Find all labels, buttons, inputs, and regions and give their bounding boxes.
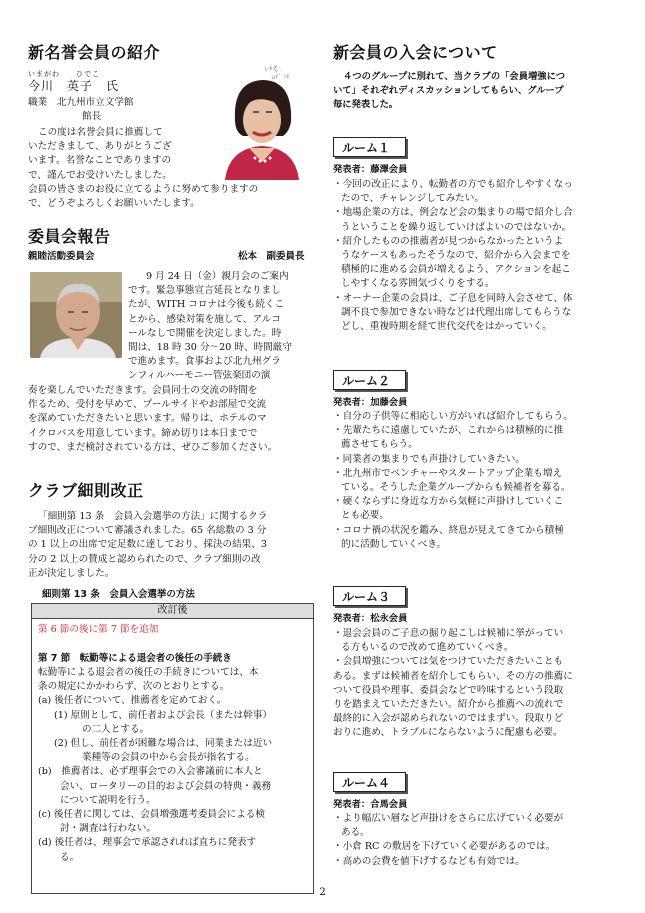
room1-presenter: 発表者：藤澤会員	[333, 164, 408, 175]
svg-text:ι·ﾀ·ζ∴: ι·ﾀ·ζ∴	[265, 66, 281, 73]
room3-heading: ルーム３	[333, 586, 406, 606]
room1-comments: ・今回の改正により、転勤者の方でも紹介しやすくなっ たので、チャレンジしてみたい。 ・地場企業の方は、例会など会の集まりの場で紹介し合 うということを繰り返していけばよいのではないか。 ・紹介したものの推薦者が見つからなかったというよ うなケースもあったそうなので、紹介から入会までを 積極的に進める会員が増えるよう、アクションを起こ しやすくなる雰囲気づくりをする。 ・オーナー企業の会員は、ご子息を同時入会させて、体 調不良で参加できない時などは代理出席してもらうな どし、重複時期を経て世代交代をはかっていく。	[333, 179, 573, 333]
room3-presenter: 発表者：松永会員	[333, 613, 408, 624]
committee-report-title: 委員会報告	[28, 227, 111, 246]
name-ruby: いまがわ ひでこ	[28, 70, 100, 78]
bylaw-revision-title: クラブ細則改正	[28, 481, 144, 500]
vice-chair-photo	[30, 272, 122, 358]
intro-text: この度は名誉会員に推薦して いただきまして、ありがとうござ います。名誉なことでありますの で、謹んでお受けいたしました。 会員の皆さまのお役に立てるように努めて参りますの で、どうぞよろしくお願いいたします。	[28, 127, 259, 210]
revision-red-note: 第 6 節の後に第 7 節を追加	[38, 624, 159, 635]
room2-comments: ・自分の子供等に相応しい方がいれば紹介してもらう。 ・先輩たちに遠慮していたが、これからは積極的に推 薦させてもらう。 ・同業者の集まりでも声掛けしていきたい。 ・北九州市でベンチャーやスタートアップ企業も増え ている。そうした企業グループからも候補者を募る。 ・硬くならずに身近な方から気軽に声掛けしていくこ とも必要。 ・コロナ禍の状況を鑑み、終息が見えてきてから積極 的に活動していくべき。	[333, 411, 573, 550]
room1-heading: ルーム１	[333, 137, 406, 157]
honorary-member-title: 新名誉会員の紹介	[28, 43, 161, 62]
report-text-top: 9 月 24 日（金）親月会のご案内 です。緊急事態宣言延長となりまし たが、WITH コロナは今後も続くこ とから、感染対策を施して、アルコ ールなしで開催を決定しました。時 間は、18 時 30 分～20 時、時間厳守 で進めます。食事および北九州グラ ンフィルハーモニー管弦楽団の演	[128, 271, 292, 382]
room2-presenter: 発表者：加藤会員	[333, 397, 408, 408]
page-number: 2	[319, 887, 326, 898]
room3-comments: ・退会会員のご子息の掘り起こしは候補に挙がってい る方もいるので改めて進めていくべき。 ・会員増強については気をつけていただきたいことも ある。まずは候補者を紹介してもらい、その方の推薦に ついて役員や理事、委員会などで吟味するという段取 りを踏まえていただきたい。紹介から推薦への流れで 最終的に入会が認められないのではまずい。段取りど おりに進め、トラブルにならないように配慮も必要。	[333, 628, 573, 739]
room4-heading: ルーム４	[333, 772, 406, 792]
room4-comments: ・より幅広い層など声掛けをさらに広げていく必要が ある。 ・小倉 RC の敷居を下げていく必要があるのでは。 ・高めの会費を値下げするなども有効では。	[333, 813, 564, 867]
lead-text: ４つのグループに別れて、当クラブの「会員増強につ いて」それぞれディスカッションしてもらい、グループ 毎に発表した。	[333, 71, 566, 111]
honorary-member-photo	[213, 62, 311, 180]
member-name: 今川 英子 氏	[28, 79, 120, 93]
svg-text:∪ﾅﾞ ﾐﾓ: ∪ﾅﾞ ﾐﾓ	[271, 74, 290, 81]
job-line2: 館長	[82, 111, 102, 122]
new-member-title: 新会員の入会について	[333, 43, 498, 62]
revision-box	[31, 603, 314, 894]
room2-heading: ルーム２	[333, 370, 406, 390]
vice-chair-name: 松本 副委員長	[238, 251, 305, 262]
revision-box-header: 改訂後	[32, 604, 313, 619]
revision-article-body: 転勤等による退会者の後任の手続きについては、本 条の規定にかかわらず、次のとおりとする。 (a) 後任者について、推薦者を定めておく。 (1) 原則として、前任者および会長（または幹事） の二人とする。 (2) 但し、前任者が困難な場合は、同業または近い 業種等の会員の中から会長が指名する。 (b) 推薦者は、必ず理事会での入会審議前に本人と 会い、ロータリーの目的および会員の特典・義務 について説明を行う。 (c) 後任者に関しては、会員増強選考委員会による検 討・調査は行わない。 (d) 後任者は、理事会で承認されれば直ちに発表す る。	[38, 667, 273, 863]
job-line1: 職業 北九州市立文学館	[28, 97, 134, 108]
report-text-bottom: 奏を楽しんでいただきます。会員同士の交流の時間を 作るため、受付を早めて、プールサイドやお部屋で交流 を深めていただきたいと思います。帰りは、ホテルのマ イクロバスを用意しています。締め切りは本日までで すので、まだ検討されている方は、ぜひご参加ください。	[28, 385, 278, 453]
article-caption: 細則第 13 条 会員入会選挙の方法	[42, 589, 195, 600]
revision-article-heading: 第 7 節 転勤等による退会者の後任の手続き	[38, 653, 232, 664]
room4-presenter: 発表者：合馬会員	[333, 799, 408, 810]
committee-name: 親睦活動委員会	[28, 251, 95, 262]
revision-text: 「細則第 13 条 会員入会選挙の方法」に関するクラ ブ細則改正について審議されました。65 名総数の 3 分 の 1 以上の出席で定足数に達しており、採決の結果、3 分の 2 以上の賛成と認められたので、クラブ細則の改 正が決定しました。	[28, 511, 268, 579]
